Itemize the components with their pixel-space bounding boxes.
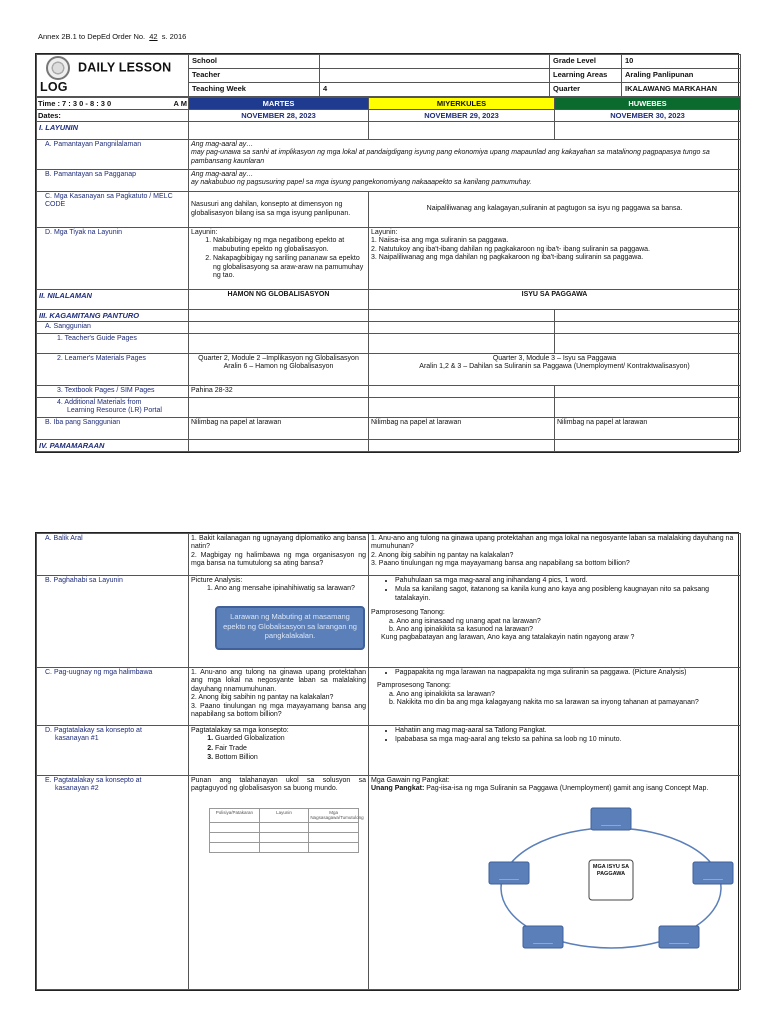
kasanayan-rest: Naipaliliwanag ang kalagayan,suliranin at pagtugon sa isyu ng paggawa sa bansa. xyxy=(369,192,741,228)
week-value[interactable]: 4 xyxy=(320,83,550,97)
paghahabi-rest: • Pahuhulaan sa mga mag-aaral ang inihandang 4 pics, 1 word. • Mula sa kanilang sagot, itatanong sa kanila kung ano kaya ang posibleng kaugnayan nito sa paksang tatalakayin. Pamprosesong Tanong: a. Ano ang isinasaad ng unang apat na larawan? b. Ano ang ipinakikita sa kasunod na larawan? Kung pagbabatayan ang larawan, Ano kaya ang tatalakayin natin ngayong araw ? xyxy=(369,576,741,668)
row-label-additional: 4. Additional Materials from Learning Resource (LR) Portal xyxy=(37,398,189,418)
section-pamamaraan: IV. PAMAMARAAN xyxy=(37,440,189,452)
title-block xyxy=(37,55,189,97)
tiyak-rest: Layunin: 1. Naiisa-isa ang mga suliranin sa paggawa. 2. Natutukoy ang iba't-ibang dahilan ng pagkakaroon ng iba't- ibang suliranin sa paggawa. 3. Naipaliliwanag ang mga dahilan ng pagkakaroon ng iba't-ibang suliranin sa paggawa. xyxy=(369,228,741,290)
section-layunin: I. LAYUNIN xyxy=(37,122,189,140)
nilalaman-rest: ISYU SA PAGGAWA xyxy=(369,290,741,310)
day-miyerkules: MIYERKULES xyxy=(369,98,555,110)
quarter-label: Quarter xyxy=(550,83,622,97)
grade-value[interactable]: 10 xyxy=(622,55,741,69)
row-label-lm: 2. Learner's Materials Pages xyxy=(37,354,189,386)
date-huwebes: NOVEMBER 30, 2023 xyxy=(555,110,741,122)
tiyak-martes: Layunin: 1. Nakabibigay ng mga negatibong epekto at mabubuting epekto ng globalisasyon. 2. Nakapagbibigay ng sariling pananaw sa epekto ng globalisasyong sa araw-araw na pamumuhay ng tao. xyxy=(189,228,369,290)
iba-miyerkules: Nilimbag na papel at larawan xyxy=(369,418,555,440)
dates-label: Dates: xyxy=(37,110,189,122)
lm-martes: Quarter 2, Module 2 –Implikasyon ng Globalisasyon Aralin 6 – Hamon ng Globalisasyon xyxy=(189,354,369,386)
concept-map-center-label: MGA ISYU SA PAGGAWA xyxy=(592,863,630,878)
lm-rest: Quarter 3, Module 3 – Isyu sa Paggawa Aralin 1,2 & 3 – Dahilan sa Suliranin sa Paggawa (Unemployment/ Kontraktwalisasyon) xyxy=(369,354,741,386)
textbook-martes: Pahina 28-32 xyxy=(189,386,369,398)
row-label-textbook: 3. Textbook Pages / SIM Pages xyxy=(37,386,189,398)
row-label-paghahabi: B. Paghahabi sa Layunin xyxy=(37,576,189,668)
section-kagamitan: III. KAGAMITANG PANTURO xyxy=(37,310,189,322)
area-value[interactable]: Araling Panlipunan xyxy=(622,69,741,83)
row-label-iba: B. Iba pang Sanggunian xyxy=(37,418,189,440)
procedure-table xyxy=(36,533,741,990)
concept-map-node-label: _____ xyxy=(669,936,689,944)
row-label-tiyak: D. Mga Tiyak na Layunin xyxy=(37,228,189,290)
lesson-log-page-1 xyxy=(35,53,739,453)
time-cell: Time : 7 : 3 0 - 8 : 3 0 A M xyxy=(38,99,187,108)
teacher-value[interactable] xyxy=(320,69,550,83)
paghahabi-martes: Picture Analysis: 1. Ano ang mensahe ipinahihiwatig sa larawan? Larawan ng Mabuting at masamang epekto ng Globalisasyon sa larangan ng pangkalakalan. xyxy=(189,576,369,668)
balik-rest: 1. Anu-ano ang tulong na ginawa upang protektahan ang mga lokal na negosyante laban sa malalaking dayuhang na mumuhunan? 2. Anong ibig sabihin ng pantay na kalakalan? 3. Paano tinulungan ng mga mayayamang bansa ang napabilang sa bottom billion? xyxy=(369,534,741,576)
pagtalakay-2-rest: Mga Gawain ng Pangkat: Unang Pangkat: Pag-iisa-isa ng mga Suliranin sa Paggawa (Unemployment) gamit ang isang Concept Map. _____ _____ _____ _____ _____ MGA ISYU SA PAGGAWA xyxy=(369,776,741,990)
deped-seal-icon xyxy=(46,56,70,80)
school-label: School xyxy=(189,55,320,69)
area-label: Learning Areas xyxy=(550,69,622,83)
quarter-value[interactable]: IKALAWANG MARKAHAN xyxy=(622,83,741,97)
iba-martes: Nilimbag na papel at larawan xyxy=(189,418,369,440)
lesson-table xyxy=(36,97,741,452)
row-label-sanggunian: A. Sanggunian xyxy=(37,322,189,334)
concept-map-node-label: _____ xyxy=(703,872,723,880)
pamantayan-pangnilalaman-text: Ang mag-aaral ay… may pag-unawa sa sanhi at implikasyon ng mga lokal at pandaigdigang isyung pang ekonomiya upang mapaunlad ang kakayahan sa matalinong pagpapasya tungo sa pambansang kaunlaran xyxy=(189,140,741,170)
week-label: Teaching Week xyxy=(189,83,320,97)
image-caption-callout: Larawan ng Mabuting at masamang epekto ng Globalisasyon sa larangan ng pangkalakalan. xyxy=(215,606,365,650)
date-miyerkules: NOVEMBER 29, 2023 xyxy=(369,110,555,122)
concept-map-node-label: _____ xyxy=(601,818,621,826)
row-label-pagugnay: C. Pag-uugnay ng mga halimbawa xyxy=(37,668,189,726)
section-nilalaman: II. NILALAMAN xyxy=(37,290,189,310)
page-title: DAILY LESSON LOG xyxy=(40,60,172,94)
nilalaman-martes: HAMON NG GLOBALISASYON xyxy=(189,290,369,310)
pagtalakay-1-martes: Pagtatalakay sa mga konsepto: 1. Guarded Globalization 2. Fair Trade 3. Bottom Billion xyxy=(189,726,369,776)
concept-map-node-label: _____ xyxy=(499,872,519,880)
pagtalakay-1-rest: • Hahatiin ang mag mag-aaral sa Tatlong Pangkat. • Ipababasa sa mga mag-aaral ang teksto sa pahina sa loob ng 10 minuto. xyxy=(369,726,741,776)
row-label-pagtalakay-1: D. Pagtatalakay sa konsepto at kasanayan #1 xyxy=(37,726,189,776)
pagugnay-rest: • Pagpapakita ng mga larawan na nagpapakita ng mga suliranin sa paggawa. (Picture Analysis) Pamprosesong Tanong: a. Ano ang ipinakikita sa larawan? b. Nakikita mo din ba ang mga kalagayang nakita mo sa larawan sa inyong tahanan at pamayanan? xyxy=(369,668,741,726)
annex-reference: Annex 2B.1 to DepEd Order No. 42 s. 2016 xyxy=(38,32,187,41)
row-label-pamantayan-pagganap: B. Pamantayan sa Pagganap xyxy=(37,170,189,192)
concept-map xyxy=(461,802,761,952)
row-label-pamantayan-pangnilalaman: A. Pamantayan Pangnilalaman xyxy=(37,140,189,170)
header-table xyxy=(36,54,741,97)
balik-martes: 1. Bakit kailanagan ng ugnayang diplomatiko ang bansa natin? 2. Magbigay ng halimbawa ng mga organisasyon ng mga bansa na tumutulong sa ating bansa? xyxy=(189,534,369,576)
day-huwebes: HUWEBES xyxy=(555,98,741,110)
row-label-tg: 1. Teacher's Guide Pages xyxy=(37,334,189,354)
lesson-log-page-2 xyxy=(35,532,739,991)
row-label-pagtalakay-2: E. Pagtatalakay sa konsepto at kasanayan #2 xyxy=(37,776,189,990)
pagtalakay-2-martes: Punan ang talahanayan ukol sa solusyon sa pagtaguyod ng globalisasyon sa buong mundo. Polisiya/Patakaran Layunin Mga Nagsasagawa/Tumutulong xyxy=(189,776,369,990)
day-martes: MARTES xyxy=(189,98,369,110)
concept-map-node-label: _____ xyxy=(533,936,553,944)
grade-label: Grade Level xyxy=(550,55,622,69)
solution-table: Polisiya/Patakaran Layunin Mga Nagsasagawa/Tumutulong xyxy=(209,808,359,853)
pamantayan-pagganap-text: Ang mag-aaral ay… ay nakabubuo ng pagsusuring papel sa mga isyung pangekonomiyang nakaaapekto sa kanilang pamumuhay. xyxy=(189,170,741,192)
school-value[interactable] xyxy=(320,55,550,69)
iba-huwebes: Nilimbag na papel at larawan xyxy=(555,418,741,440)
date-martes: NOVEMBER 28, 2023 xyxy=(189,110,369,122)
row-label-balik: A. Balik Aral xyxy=(37,534,189,576)
row-label-kasanayan: C. Mga Kasanayan sa Pagkatuto / MELC CODE xyxy=(37,192,189,228)
teacher-label: Teacher xyxy=(189,69,320,83)
kasanayan-martes: Nasusuri ang dahilan, konsepto at dimensyon ng globalisasyon bilang isa sa mga isyung panlipunan. xyxy=(189,192,369,228)
pagugnay-martes: 1. Anu-ano ang tulong na ginawa upang protektahan ang mga lokal na negosyante laban sa malalaking dayuhang nnamumuhunan. 2. Anong ibig sabihin ng pantay na kalakalan? 3. Paano tinulungan ng mga mayayamang bansa ang napabilang sa bottom billion? xyxy=(189,668,369,726)
